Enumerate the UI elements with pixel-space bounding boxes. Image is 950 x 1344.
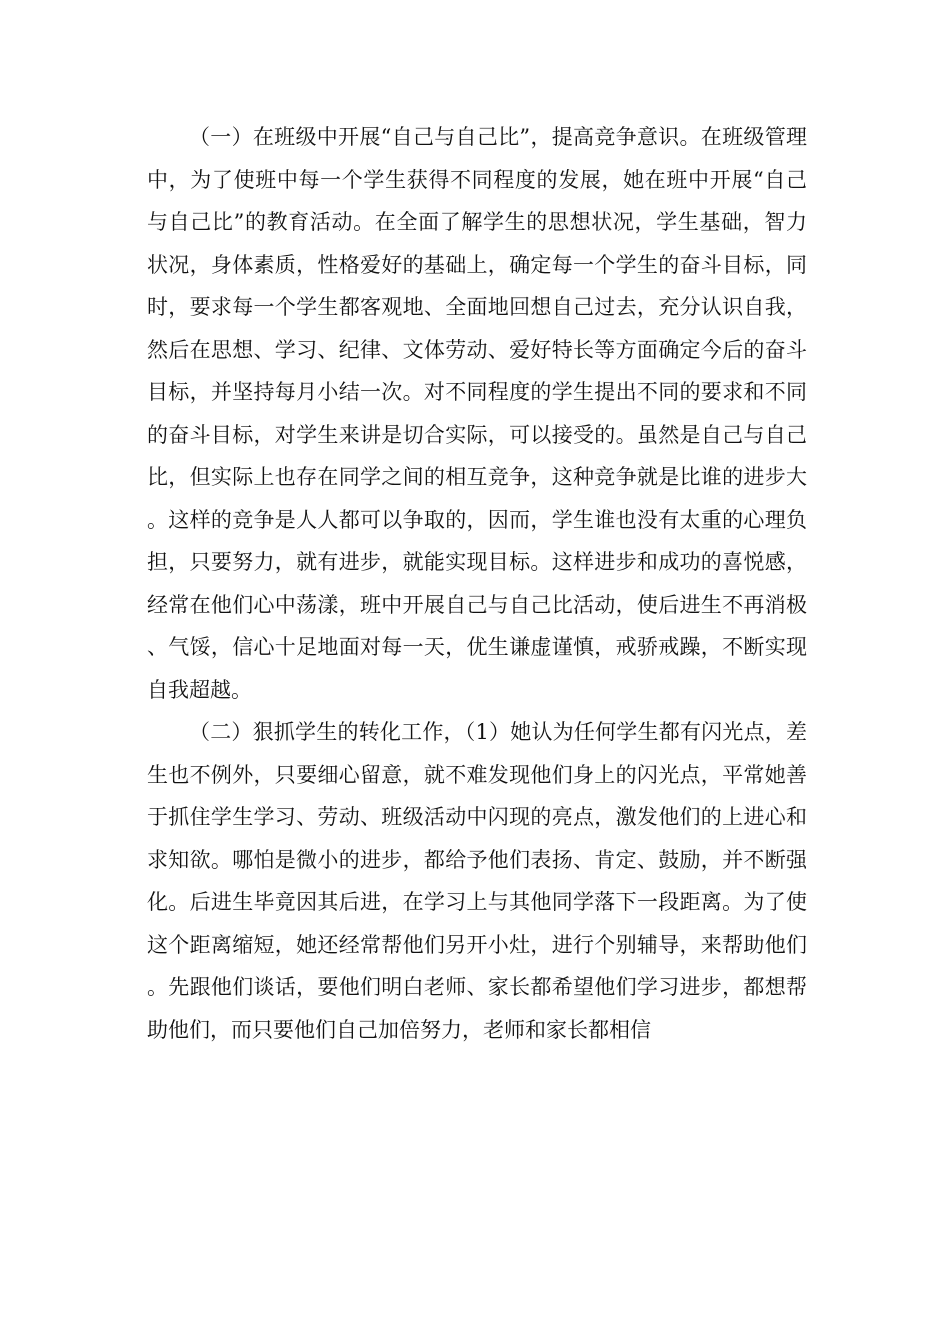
document-page	[147, 116, 807, 1051]
paragraph-1: （一）在班级中开展“自己与自己比”，提高竞争意识。在班级管理中，为了使班中每一个学生获得不同程度的发展，她在班中开展“自己与自己比”的教育活动。在全面了解学生的思想状况，学生基础，智力状况，身体素质，性格爱好的基础上，确定每一个学生的奋斗目标，同时，要求每一个学生都客观地、全面地回想自己过去，充分认识自我，然后在思想、学习、纪律、文体劳动、爱好特长等方面确定今后的奋斗目标，并坚持每月小结一次。对不同程度的学生提出不同的要求和不同的奋斗目标，对学生来讲是切合实际，可以接受的。虽然是自己与自己比，但实际上也存在同学之间的相互竞争，这种竞争就是比谁的进步大。这样的竞争是人人都可以争取的，因而，学生谁也没有太重的心理负担，只要努力，就有进步，就能实现目标。这样进步和成功的喜悦感，经常在他们心中荡漾，班中开展自己与自己比活动，使后进生不再消极、气馁，信心十足地面对每一天，优生谦虚谨慎，戒骄戒躁，不断实现自我超越。	[147, 125, 807, 702]
paragraph-2: （二）狠抓学生的转化工作，（1）她认为任何学生都有闪光点，差生也不例外，只要细心留意，就不难发现他们身上的闪光点，平常她善于抓住学生学习、劳动、班级活动中闪现的亮点，激发他们的上进心和求知欲。哪怕是微小的进步，都给予他们表扬、肯定、鼓励，并不断强化。后进生毕竟因其后进，在学习上与其他同学落下一段距离。为了使这个距离缩短，她还经常帮他们另开小灶，进行个别辅导，来帮助他们。先跟他们谈话，要他们明白老师、家长都希望他们学习进步，都想帮助他们，而只要他们自己加倍努力，老师和家长都相信	[147, 720, 807, 1042]
